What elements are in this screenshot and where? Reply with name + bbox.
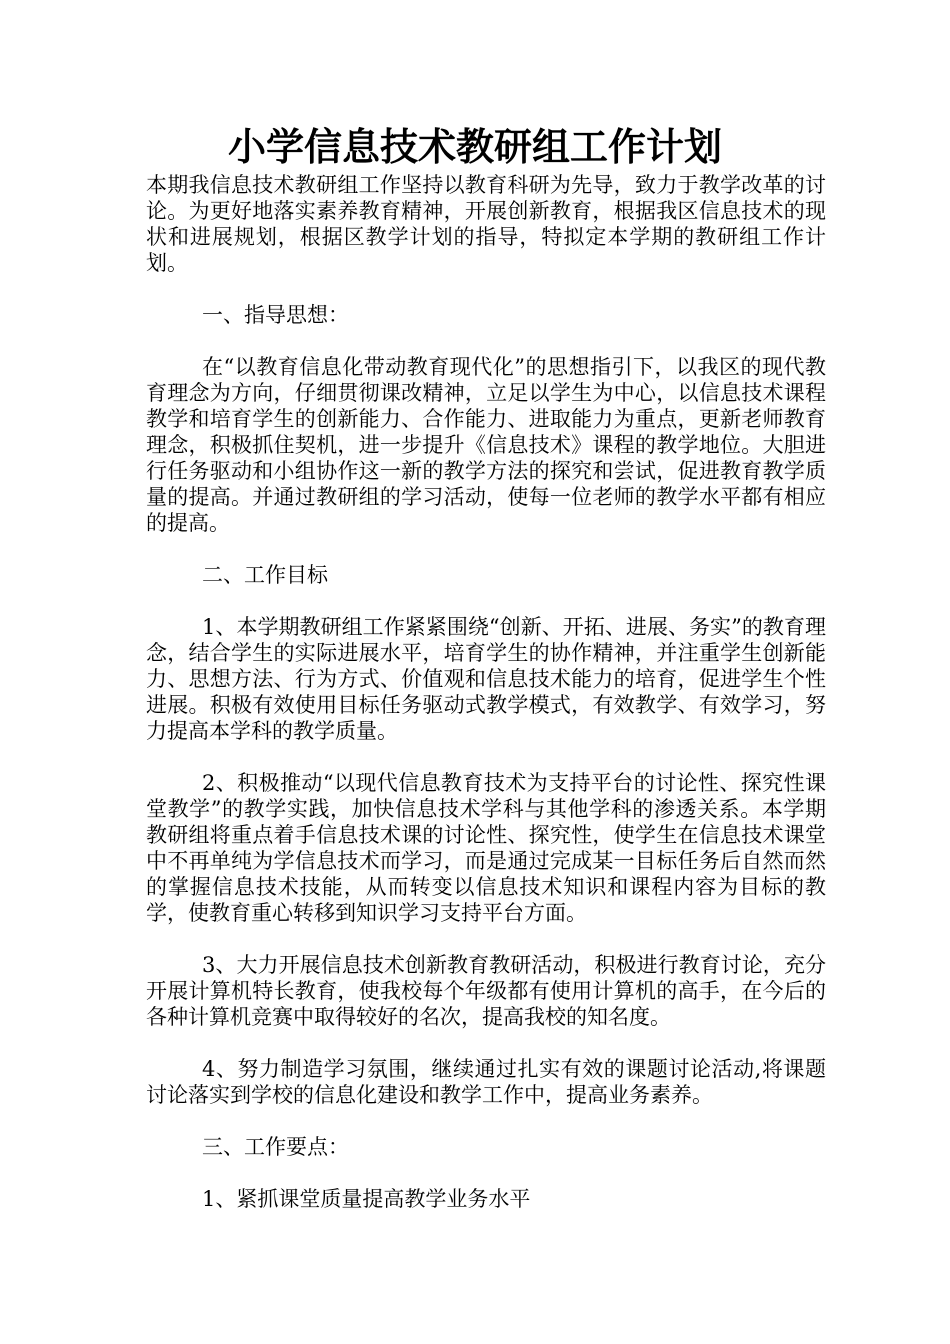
section-heading-keypoints: 三、工作要点：: [202, 1135, 349, 1159]
keypoint-item-1: 1、紧抓课堂质量提高教学业务水平: [202, 1187, 531, 1211]
guiding-paragraph: 在“以教育信息化带动教育现代化”的思想指引下，以我区的现代教育理念为方向，仔细贯彻课改精神，立足以学生为中心，以信息技术课程教学和培育学生的创新能力、合作能力、进取能力为重点，更新老师教育理念，积极抓住契机，进一步提升《信息技术》课程的教学地位。大胆进行任务驱动和小组协作这一新的教学方法的探究和尝试，促进教育教学质量的提高。并通过教研组的学习活动，使每一位老师的教学水平都有相应的提高。: [146, 355, 826, 535]
document-body: [146, 172, 826, 1238]
goal-paragraph-4: 4、努力制造学习氛围，继续通过扎实有效的课题讨论活动,将课题讨论落实到学校的信息化建设和教学工作中，提高业务素养。: [146, 1057, 826, 1107]
intro-paragraph: 本期我信息技术教研组工作坚持以教育科研为先导，致力于教学改革的讨论。为更好地落实素养教育精神，开展创新教育，根据我区信息技术的现状和进展规划，根据区教学计划的指导，特拟定本学期的教研组工作计划。: [146, 173, 826, 275]
section-heading-goals: 二、工作目标: [202, 563, 328, 587]
goal-paragraph-2: 2、积极推动“以现代信息教育技术为支持平台的讨论性、探究性课堂教学”的教学实践，加快信息技术学科与其他学科的渗透关系。本学期教研组将重点着手信息技术课的讨论性、探究性，使学生在信息技术课堂中不再单纯为学信息技术而学习，而是通过完成某一目标任务后自然而然的掌握信息技术技能，从而转变以信息技术知识和课程内容为目标的教学，使教育重心转移到知识学习支持平台方面。: [146, 771, 826, 925]
goal-paragraph-1: 1、本学期教研组工作紧紧围绕“创新、开拓、进展、务实”的教育理念，结合学生的实际进展水平，培育学生的协作精神，并注重学生创新能力、思想方法、行为方式、价值观和信息技术能力的培育，促进学生个性进展。积极有效使用目标任务驱动式教学模式，有效教学、有效学习，努力提高本学科的教学质量。: [146, 615, 826, 743]
section-heading-guiding: 一、指导思想：: [202, 303, 349, 327]
goal-paragraph-3: 3、大力开展信息技术创新教育教研活动，积极进行教育讨论，充分开展计算机特长教育，使我校每个年级都有使用计算机的高手，在今后的各种计算机竞赛中取得较好的名次，提高我校的知名度。: [146, 953, 826, 1029]
document-title: 小学信息技术教研组工作计划: [227, 124, 722, 169]
